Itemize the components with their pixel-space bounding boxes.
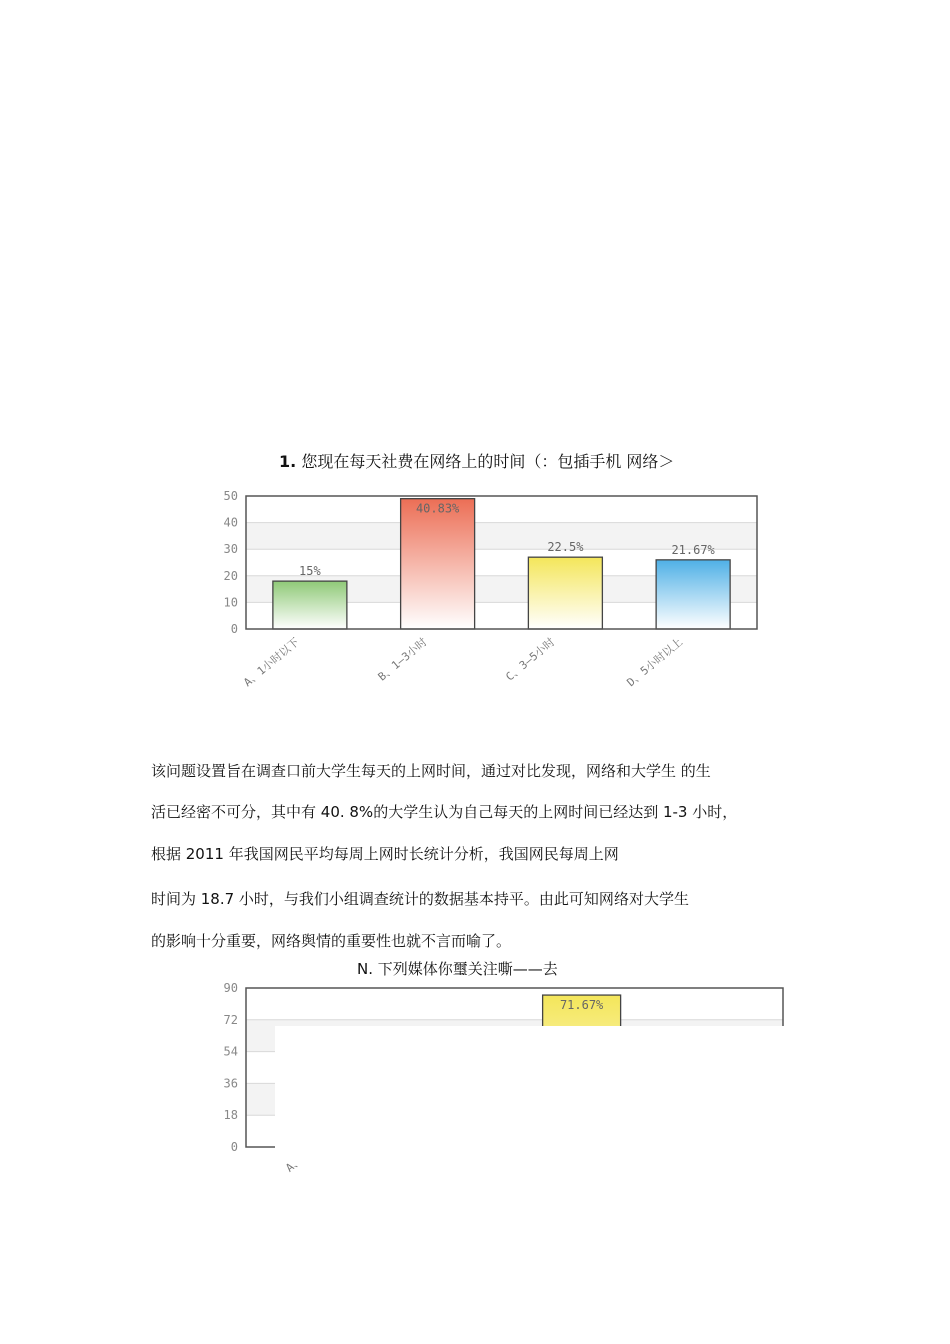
image-cover-patch [275,1026,795,1148]
x-tick-label: D、5小时以上 [624,635,686,690]
y-tick-label: 30 [223,542,238,557]
paragraph-line-5: 的影响十分重要，网络舆情的重要性也就不言而喻了。 [151,932,512,950]
chart1-title [279,449,674,472]
y-tick-label: 50 [223,489,238,503]
x-tick-label: A、1小时以下 [241,635,302,690]
chart-band [246,988,783,1020]
x-tick-label: A、 [283,1153,306,1175]
data-label: 21.67% [671,542,715,557]
bar [656,560,730,629]
time-online-bar-chart [200,484,780,706]
y-tick-label: 72 [223,1012,238,1027]
image-cover-patch-bottom [330,1160,785,1190]
data-label: 22.5% [547,540,584,555]
y-tick-label: 20 [223,568,238,583]
y-tick-label: 40 [223,515,238,530]
paragraph-line-4: 时间为 18.7 小时，与我们小组调查统计的数据基本持平。由此可知网络对大学生 [151,890,689,908]
paragraph-line-2: 活已经密不可分，其中有 40. 8%的大学生认为自己每天的上网时间已经达到 1-3 小时， [151,803,738,821]
x-tick-label: C、3—5小时 [503,635,558,684]
chart1-title-number: 1. [279,452,297,471]
paragraph-line-1: 该问题设置旨在调查口前大学生每天的上网时间，通过对比发现，网络和大学生 的生 [151,762,711,780]
bar [401,499,475,629]
chart-band [246,496,757,523]
paragraph-line-3: 根据 2011 年我国网民平均每周上网时长统计分析，我国网民每周上网 [151,845,619,863]
chart2-title: N. 下列媒体你璽关注嘶——去 [357,960,558,978]
data-label: 71.67% [559,998,604,1013]
y-tick-label: 18 [223,1108,238,1123]
y-tick-label: 10 [223,595,238,610]
y-tick-label: 54 [223,1044,238,1059]
bar [273,581,347,629]
x-tick-label: B、1—3小时 [375,635,430,684]
data-label: 40.83% [415,501,460,516]
y-tick-label: 0 [230,622,238,636]
data-label: 15% [299,564,321,579]
y-tick-label: 90 [223,981,238,995]
y-tick-label: 0 [230,1140,238,1154]
bar [528,557,602,629]
chart1-title-text: 您现在每天社费在网络上的时间（：包插手机 网络＞ [301,452,675,471]
y-tick-label: 36 [223,1076,238,1091]
